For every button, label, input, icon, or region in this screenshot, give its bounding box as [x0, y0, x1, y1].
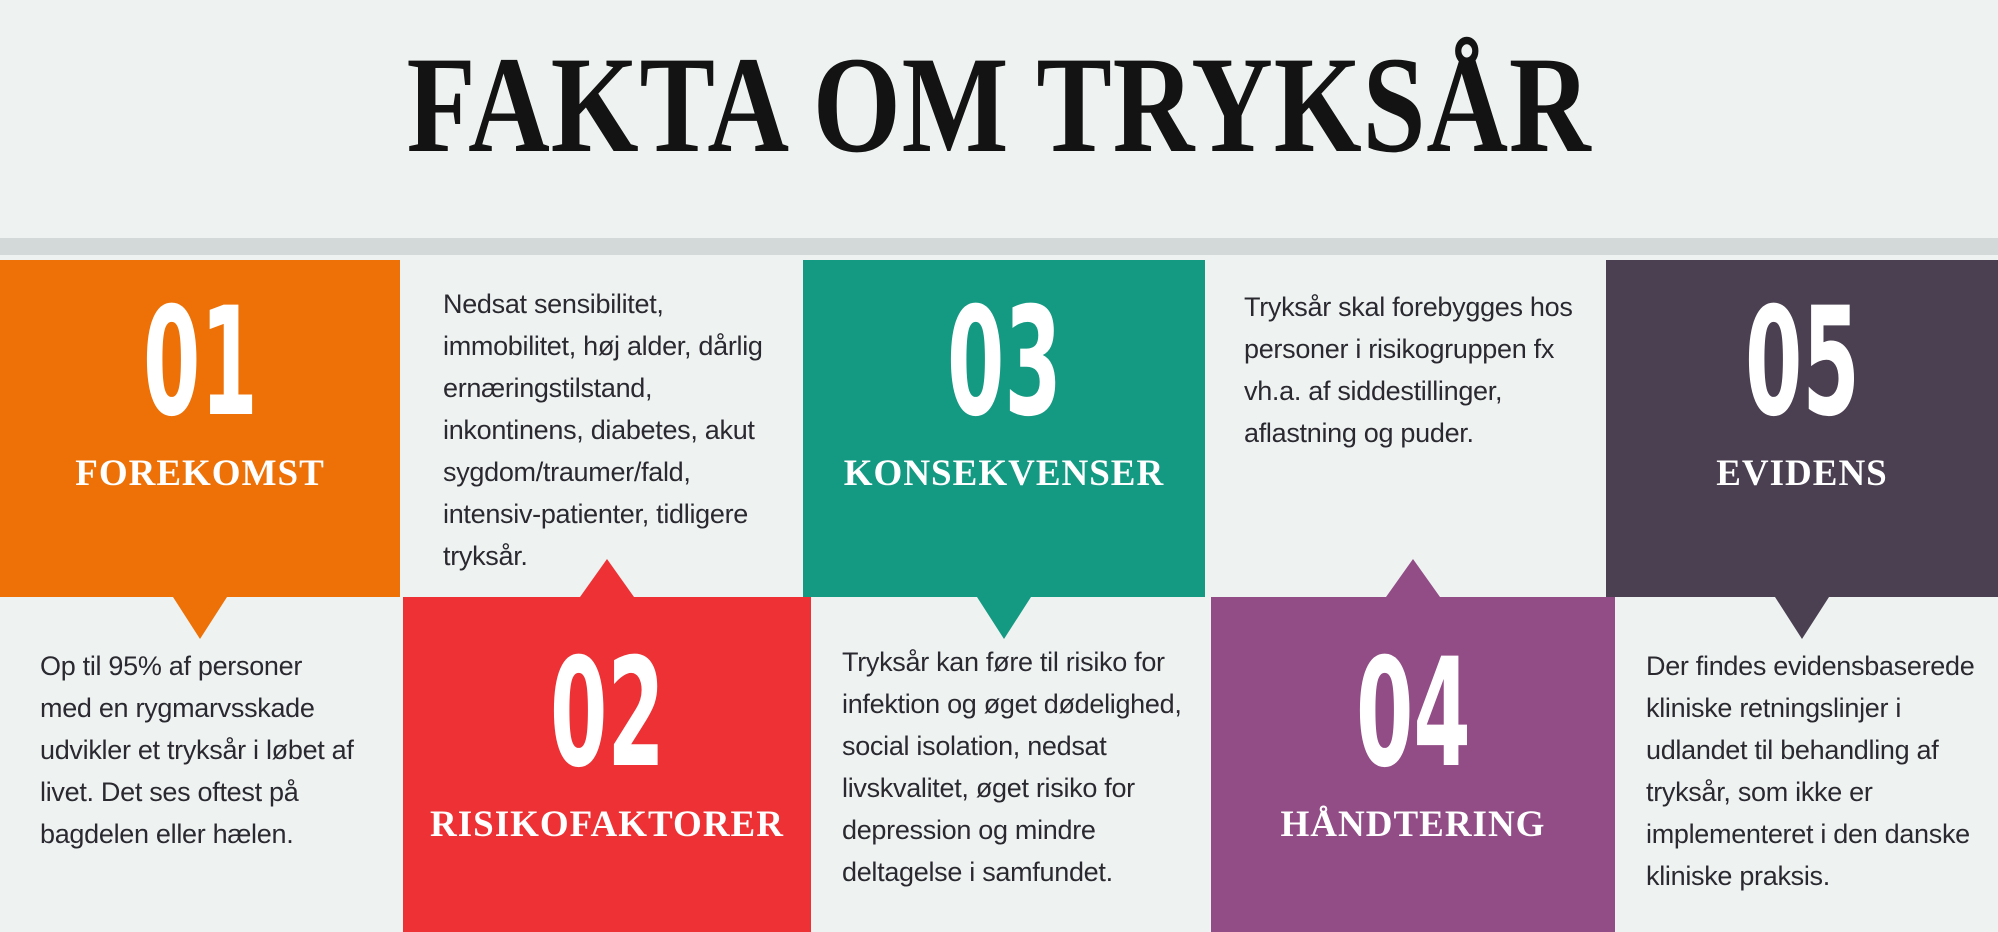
section-box-04 [1211, 597, 1615, 932]
section-label: HÅNDTERING [1280, 804, 1546, 845]
page-title: FAKTA OM TRYKSÅR [406, 28, 1592, 181]
section-number: 01 [142, 276, 258, 450]
pointer-down-icon [173, 597, 227, 639]
section-box-05 [1606, 260, 1998, 597]
section-number: 05 [1744, 276, 1860, 450]
section-label: FOREKOMST [75, 453, 325, 494]
pointer-down-icon [977, 597, 1031, 639]
section-description-02: Nedsat sensibilitet, immobilitet, høj alder, dårlig ernæringstilstand, inkontinens, diabetes, akut sygdom/traumer/fald, intensiv-patienter, tidligere tryksår. [443, 289, 763, 571]
section-description-05: Der findes evidensbaserede kliniske retningslinjer i udlandet til behandling af tryksår, som ikke er implementeret i den danske kliniske praksis. [1646, 651, 1975, 891]
section-box-03 [803, 260, 1205, 597]
section-box-01 [0, 260, 400, 597]
section-number: 04 [1355, 627, 1471, 801]
section-description-01: Op til 95% af personer med en rygmarvsskade udvikler et tryksår i løbet af livet. Det ses oftest på bagdelen eller hælen. [40, 651, 354, 849]
section-label: RISIKOFAKTORER [430, 804, 784, 845]
section-number: 03 [946, 276, 1062, 450]
pointer-down-icon [1775, 597, 1829, 639]
section-description-03: Tryksår kan føre til risiko for infektion og øget dødelighed, social isolation, nedsat livskvalitet, øget risiko for depression og mindre deltagelse i samfundet. [842, 647, 1182, 887]
section-box-02 [403, 597, 811, 932]
section-description-04: Tryksår skal forebygges hos personer i risikogruppen fx vh.a. af siddestillinger, aflastning og puder. [1244, 292, 1573, 448]
section-label: EVIDENS [1716, 453, 1888, 494]
section-label: KONSEKVENSER [843, 453, 1165, 494]
pointer-up-icon [1386, 559, 1440, 597]
section-number: 02 [549, 627, 665, 801]
divider-bar [0, 238, 1998, 255]
